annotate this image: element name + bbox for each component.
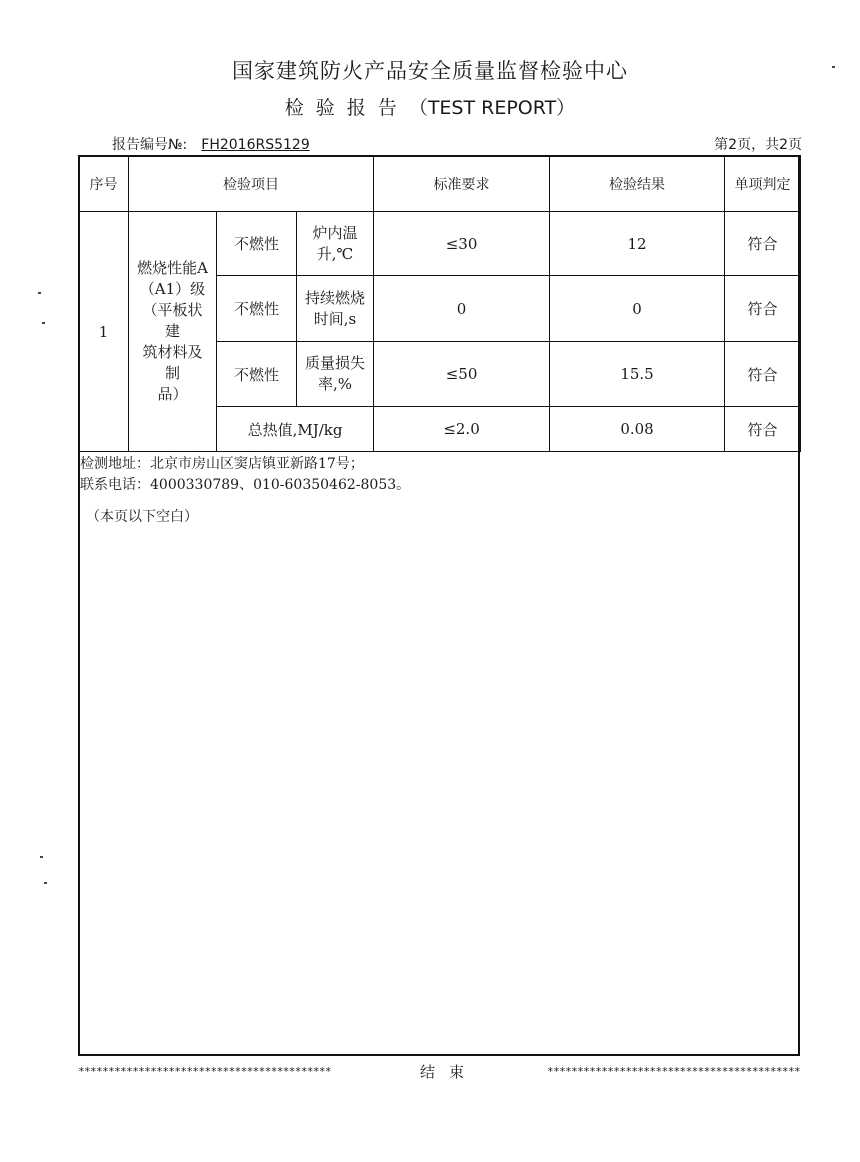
seq-cell: 1 xyxy=(79,212,129,452)
end-label: 结束 xyxy=(420,1063,479,1081)
parameter-cell xyxy=(297,276,374,342)
blank-below-note: （本页以下空白） xyxy=(86,509,198,525)
scan-speck xyxy=(832,66,835,68)
category-cell xyxy=(129,212,217,452)
parameter-line: 升,℃ xyxy=(316,244,354,263)
parameter-line: 质量损失 xyxy=(305,354,366,372)
requirement-cell: ≤30 xyxy=(374,212,550,276)
verdict-cell: 符合 xyxy=(725,407,801,452)
contact-block xyxy=(80,454,410,496)
verdict-cell: 符合 xyxy=(725,276,801,342)
report-number-value: FH2016RS5129 xyxy=(201,137,310,153)
report-number-label: 报告编号№: xyxy=(112,137,188,153)
end-stars-left: ****************************************** xyxy=(78,1065,331,1078)
contact-phone: 联系电话：4000330789、010-60350462-8053。 xyxy=(80,477,411,493)
subcategory-cell: 不燃性 xyxy=(217,276,297,342)
table-header-row xyxy=(79,156,801,212)
subcategory-cell: 不燃性 xyxy=(217,342,297,407)
scan-speck xyxy=(42,322,45,324)
verdict-cell: 符合 xyxy=(725,342,801,407)
scan-speck xyxy=(40,856,43,858)
scan-speck xyxy=(38,292,41,294)
header-requirement: 标准要求 xyxy=(374,156,550,212)
parameter-line: 持续燃烧 xyxy=(305,288,366,307)
page-info: 第2页，共2页 xyxy=(714,137,802,153)
result-cell: 15.5 xyxy=(550,342,725,407)
scan-speck xyxy=(44,882,47,884)
subtitle-en: （TEST REPORT） xyxy=(408,97,576,119)
table-row xyxy=(79,212,801,276)
parameter-line: 时间,s xyxy=(313,309,357,328)
verdict-cell: 符合 xyxy=(725,212,801,276)
category-line: 品） xyxy=(157,385,188,403)
results-table xyxy=(78,155,801,452)
category-line: （平板状建 xyxy=(142,301,203,340)
header-seq: 序号 xyxy=(79,156,129,212)
subcategory-cell: 不燃性 xyxy=(217,212,297,276)
requirement-cell: ≤50 xyxy=(374,342,550,407)
report-number xyxy=(112,134,310,154)
requirement-cell: ≤2.0 xyxy=(374,407,550,452)
end-stars-right: ****************************************** xyxy=(547,1065,800,1078)
category-line: 燃烧性能A xyxy=(137,259,208,277)
category-line: 筑材料及制 xyxy=(142,343,203,382)
requirement-cell: 0 xyxy=(374,276,550,342)
parameter-cell xyxy=(297,342,374,407)
result-cell: 0 xyxy=(550,276,725,342)
result-cell: 0.08 xyxy=(550,407,725,452)
parameter-cell xyxy=(297,212,374,276)
page-title: 国家建筑防火产品安全质量监督检验中心 xyxy=(232,59,628,83)
header-verdict: 单项判定 xyxy=(725,156,801,212)
category-line: （A1）级 xyxy=(139,280,206,298)
subtitle-cn: 检验报告 xyxy=(284,97,409,119)
result-cell: 12 xyxy=(550,212,725,276)
parameter-line: 率,% xyxy=(318,375,353,393)
header-item: 检验项目 xyxy=(129,156,374,212)
test-address: 检测地址：北京市房山区窦店镇亚新路17号； xyxy=(80,456,364,472)
page-subtitle xyxy=(0,93,860,120)
total-label-cell: 总热值,MJ/kg xyxy=(217,407,374,452)
parameter-line: 炉内温 xyxy=(312,223,358,242)
header-result: 检验结果 xyxy=(550,156,725,212)
